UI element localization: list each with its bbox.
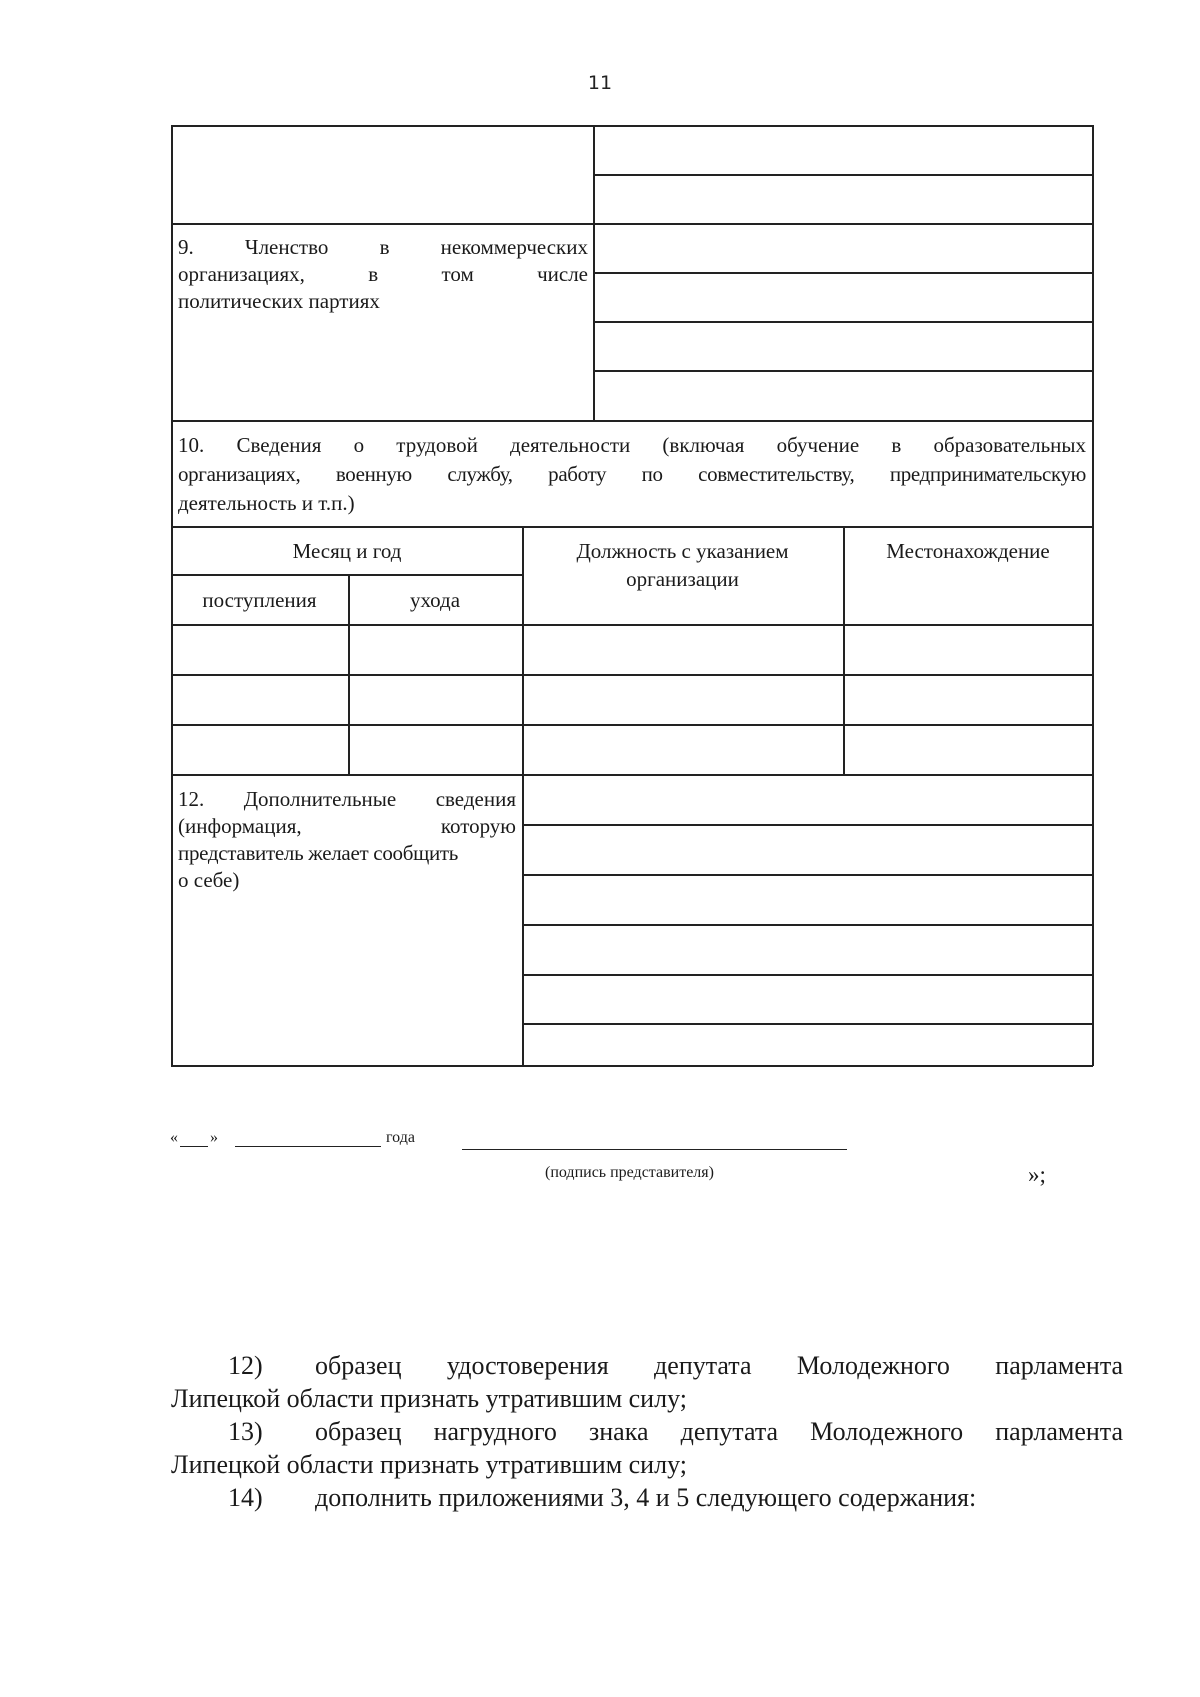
- item-13-line-2: Липецкой области признать утратившим силу;: [171, 1450, 687, 1479]
- month-year-header: Месяц и год: [292, 539, 402, 563]
- item-14-line-1: дополнить приложениями 3, 4 и 5 следующего содержания:: [315, 1483, 977, 1512]
- section-12-line-2: [178, 813, 516, 840]
- word: в: [368, 262, 379, 286]
- answer-line[interactable]: [593, 272, 1093, 274]
- answer-line[interactable]: [522, 874, 1093, 876]
- section-10-line-1: 10. Сведения о трудовой деятельности (включая обучение в образовательных: [178, 433, 1086, 457]
- signature-blank[interactable]: [462, 1149, 847, 1150]
- word: в: [379, 235, 390, 259]
- word: которую: [440, 814, 516, 838]
- answer-line[interactable]: [522, 824, 1093, 826]
- answer-line[interactable]: [522, 974, 1093, 976]
- signature-caption: (подпись представителя): [545, 1164, 714, 1181]
- section-10-line-3: деятельность и т.п.): [178, 491, 355, 515]
- table-border-bottom: [171, 1065, 1093, 1067]
- word: (информация,: [178, 814, 302, 838]
- word: нагрудного: [433, 1417, 557, 1446]
- item-14-number: 14): [228, 1483, 263, 1512]
- month-blank[interactable]: [235, 1146, 381, 1147]
- position-header-line-1: Должность с указанием: [576, 539, 789, 563]
- word: Молодежного: [810, 1417, 964, 1446]
- leaving-header: ухода: [409, 588, 461, 612]
- word: сведения: [435, 787, 516, 811]
- answer-line[interactable]: [593, 370, 1093, 372]
- date-close-quote: »: [210, 1129, 218, 1146]
- word: Дополнительные: [243, 787, 397, 811]
- answer-line[interactable]: [522, 1023, 1093, 1025]
- location-header: Местонахождение: [886, 539, 1050, 563]
- section-12-line-4: о себе): [178, 868, 240, 892]
- employment-header-bottom: [171, 624, 1093, 626]
- answer-line[interactable]: [593, 321, 1093, 323]
- section-9-line-2: [178, 261, 588, 288]
- section-9-top-border: [171, 223, 1093, 225]
- word: депутата: [680, 1417, 779, 1446]
- word: парламента: [995, 1351, 1124, 1380]
- word: 9.: [178, 235, 194, 259]
- word: парламента: [995, 1417, 1124, 1446]
- answer-line[interactable]: [593, 174, 1093, 176]
- word: образец: [315, 1351, 402, 1380]
- answer-line[interactable]: [522, 924, 1093, 926]
- employment-header-top: [171, 526, 1093, 528]
- item-13-number: 13): [228, 1417, 263, 1446]
- word: знака: [588, 1417, 649, 1446]
- section-12-line-1: [178, 786, 516, 813]
- word: 12.: [178, 787, 205, 811]
- section-10-top-border: [171, 420, 1093, 422]
- word: числе: [537, 262, 588, 286]
- section-12-line-3: представитель желает сообщить: [178, 841, 459, 865]
- item-13-line-1: [315, 1416, 1123, 1448]
- section-10-line-2: организациях, военную службу, работу по совместительству, предпринимательскую: [178, 462, 1086, 486]
- word: депутата: [654, 1351, 752, 1380]
- month-year-subheader-line: [171, 574, 523, 576]
- page-number: 11: [587, 72, 613, 94]
- table-border-top: [171, 125, 1093, 127]
- word: Молодежного: [796, 1351, 950, 1380]
- year-word: года: [386, 1129, 415, 1146]
- closing-quote: »;: [1028, 1162, 1046, 1187]
- admission-header: поступления: [202, 588, 317, 612]
- item-12-number: 12): [228, 1351, 263, 1380]
- section-9-line-3: политических партиях: [178, 289, 380, 313]
- word: Членство: [244, 235, 329, 259]
- item-12-line-1: [315, 1350, 1123, 1382]
- section-12-top-border: [171, 774, 1093, 776]
- word: том: [441, 262, 474, 286]
- word: некоммерческих: [440, 235, 588, 259]
- date-open-quote: «: [170, 1129, 178, 1146]
- position-header-line-2: организации: [626, 567, 739, 591]
- section-9-line-1: [178, 234, 588, 261]
- word: образец: [315, 1417, 402, 1446]
- item-12-line-2: Липецкой области признать утратившим силу;: [171, 1384, 687, 1413]
- employment-row-line[interactable]: [171, 724, 1093, 726]
- employment-row-line[interactable]: [171, 674, 1093, 676]
- day-blank[interactable]: [180, 1146, 208, 1147]
- word: организациях,: [178, 262, 305, 286]
- word: удостоверения: [446, 1351, 609, 1380]
